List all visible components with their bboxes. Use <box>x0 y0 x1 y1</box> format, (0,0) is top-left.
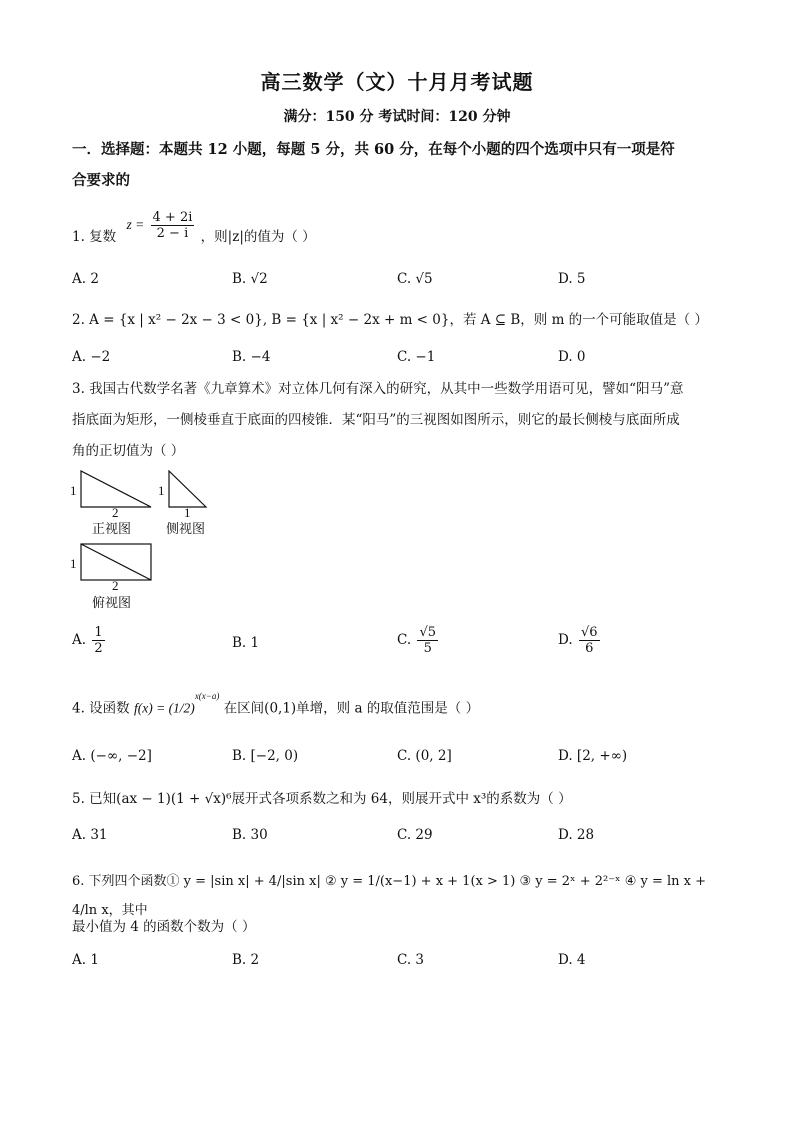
page-subtitle: 满分：150 分 考试时间：120 分钟 <box>283 109 511 125</box>
question-1-options <box>72 271 728 297</box>
option-a-numerator: 1 <box>94 625 103 640</box>
front-view-caption: 正视图 <box>92 522 132 537</box>
question-1 <box>72 210 728 253</box>
option-d-numerator: √6 <box>580 625 598 640</box>
question-1-denominator: 2 − i <box>156 226 189 241</box>
question-4 <box>72 690 728 724</box>
option-d[interactable] <box>558 625 602 656</box>
question-4-tail: 在区间(0,1)单增，则 a 的取值范围是（ ） <box>223 700 480 717</box>
question-1-numerator: 4 + 2i <box>152 210 193 225</box>
side-view-caption: 侧视图 <box>166 522 206 537</box>
option-b[interactable]: B. 2 <box>232 952 260 968</box>
top-view-figure <box>80 543 154 583</box>
top-view-width-label: 2 <box>112 578 119 593</box>
option-a[interactable]: A. −2 <box>72 349 111 365</box>
question-1-fraction <box>151 210 195 241</box>
question-3-options <box>72 625 728 665</box>
option-a[interactable]: A. 1 <box>72 952 99 968</box>
side-view-figure <box>168 470 210 510</box>
option-d[interactable]: D. 4 <box>558 952 586 968</box>
front-view-figure <box>80 470 154 510</box>
option-d[interactable]: D. [2, +∞) <box>558 748 628 764</box>
question-4-exponent: x(x−a) <box>194 691 220 701</box>
option-d-prefix: D. <box>558 632 573 648</box>
option-c-fraction <box>417 625 438 656</box>
option-b[interactable]: B. −4 <box>232 349 271 365</box>
front-view-height-label: 1 <box>70 483 77 498</box>
question-4-options <box>72 748 728 774</box>
front-view-width-label: 2 <box>112 505 119 520</box>
question-2-options <box>72 349 728 375</box>
question-1-prefix: 1. 复数 <box>72 229 117 245</box>
option-c[interactable]: C. −1 <box>397 349 436 365</box>
question-6-line-2: 最小值为 4 的函数个数为（ ） <box>72 919 256 935</box>
section-heading-line-1: 一．选择题：本题共 12 小题，每题 5 分，共 60 分，在每个小题的四个选项中只有一项是符 <box>72 141 675 158</box>
option-c[interactable] <box>397 625 440 656</box>
question-5: 5. 已知(ax − 1)(1 + √x)⁶展开式各项系数之和为 64，则展开式中 x³的系数为（ ） <box>72 791 572 807</box>
question-3-line-3: 角的正切值为（ ） <box>72 443 185 459</box>
option-c-denominator: 5 <box>423 641 432 656</box>
question-4-prefix: 4. 设函数 <box>72 700 130 717</box>
question-2: 2. A = {x | x² − 2x − 3 < 0}, B = {x | x² − 2x + m < 0}，若 A ⊆ B，则 m 的一个可能取值是（ ） <box>72 312 708 328</box>
option-b[interactable]: B. [−2, 0) <box>232 748 299 764</box>
option-a-prefix: A. <box>72 632 87 648</box>
option-b[interactable]: B. 30 <box>232 827 268 843</box>
option-c[interactable]: C. 3 <box>397 952 425 968</box>
side-view-width-label: 1 <box>184 505 191 520</box>
side-view-height-label: 1 <box>158 483 165 498</box>
option-a[interactable] <box>72 625 107 656</box>
question-5-options <box>72 827 728 853</box>
question-4-function: f(x) = (1/2) <box>133 700 195 716</box>
question-1-tail: ，则|z|的值为（ ） <box>200 229 316 245</box>
option-a[interactable]: A. (−∞, −2] <box>72 748 152 764</box>
option-c[interactable]: C. √5 <box>397 271 433 287</box>
top-view-height-label: 1 <box>70 556 77 571</box>
option-c[interactable]: C. 29 <box>397 827 433 843</box>
option-a-denominator: 2 <box>94 641 103 656</box>
option-a-fraction <box>92 625 104 656</box>
option-d[interactable]: D. 28 <box>558 827 595 843</box>
option-d[interactable]: D. 0 <box>558 349 586 365</box>
section-heading-line-2: 合要求的 <box>72 172 130 189</box>
question-6-line-1: 6. 下列四个函数① y = |sin x| + 4/|sin x| ② y = 1/(x−1) + x + 1(x > 1) ③ y = 2ˣ + 2²⁻ˣ ④ y = ln x + 4/ln x，其中 <box>72 874 707 918</box>
option-c[interactable]: C. (0, 2] <box>397 748 452 764</box>
option-a[interactable]: A. 31 <box>72 827 108 843</box>
question-6-options <box>72 952 728 978</box>
option-d-fraction <box>579 625 600 656</box>
question-3-line-2: 指底面为矩形，一侧棱垂直于底面的四棱锥．某“阳马”的三视图如图所示，则它的最长侧棱与底面所成 <box>72 412 680 428</box>
question-1-var: z = <box>126 217 145 232</box>
option-d-denominator: 6 <box>585 641 594 656</box>
option-d[interactable]: D. 5 <box>558 271 586 287</box>
option-a[interactable]: A. 2 <box>72 271 99 287</box>
question-3-line-1: 3. 我国古代数学名著《九章算术》对立体几何有深入的研究，从其中一些数学用语可见，譬如“阳马”意 <box>72 381 684 397</box>
option-b[interactable]: B. √2 <box>232 271 268 287</box>
option-c-numerator: √5 <box>419 625 436 640</box>
top-view-caption: 俯视图 <box>92 596 132 611</box>
page-title: 高三数学（文）十月月考试题 <box>260 70 534 94</box>
option-c-prefix: C. <box>397 632 412 648</box>
option-b[interactable]: B. 1 <box>232 635 260 651</box>
